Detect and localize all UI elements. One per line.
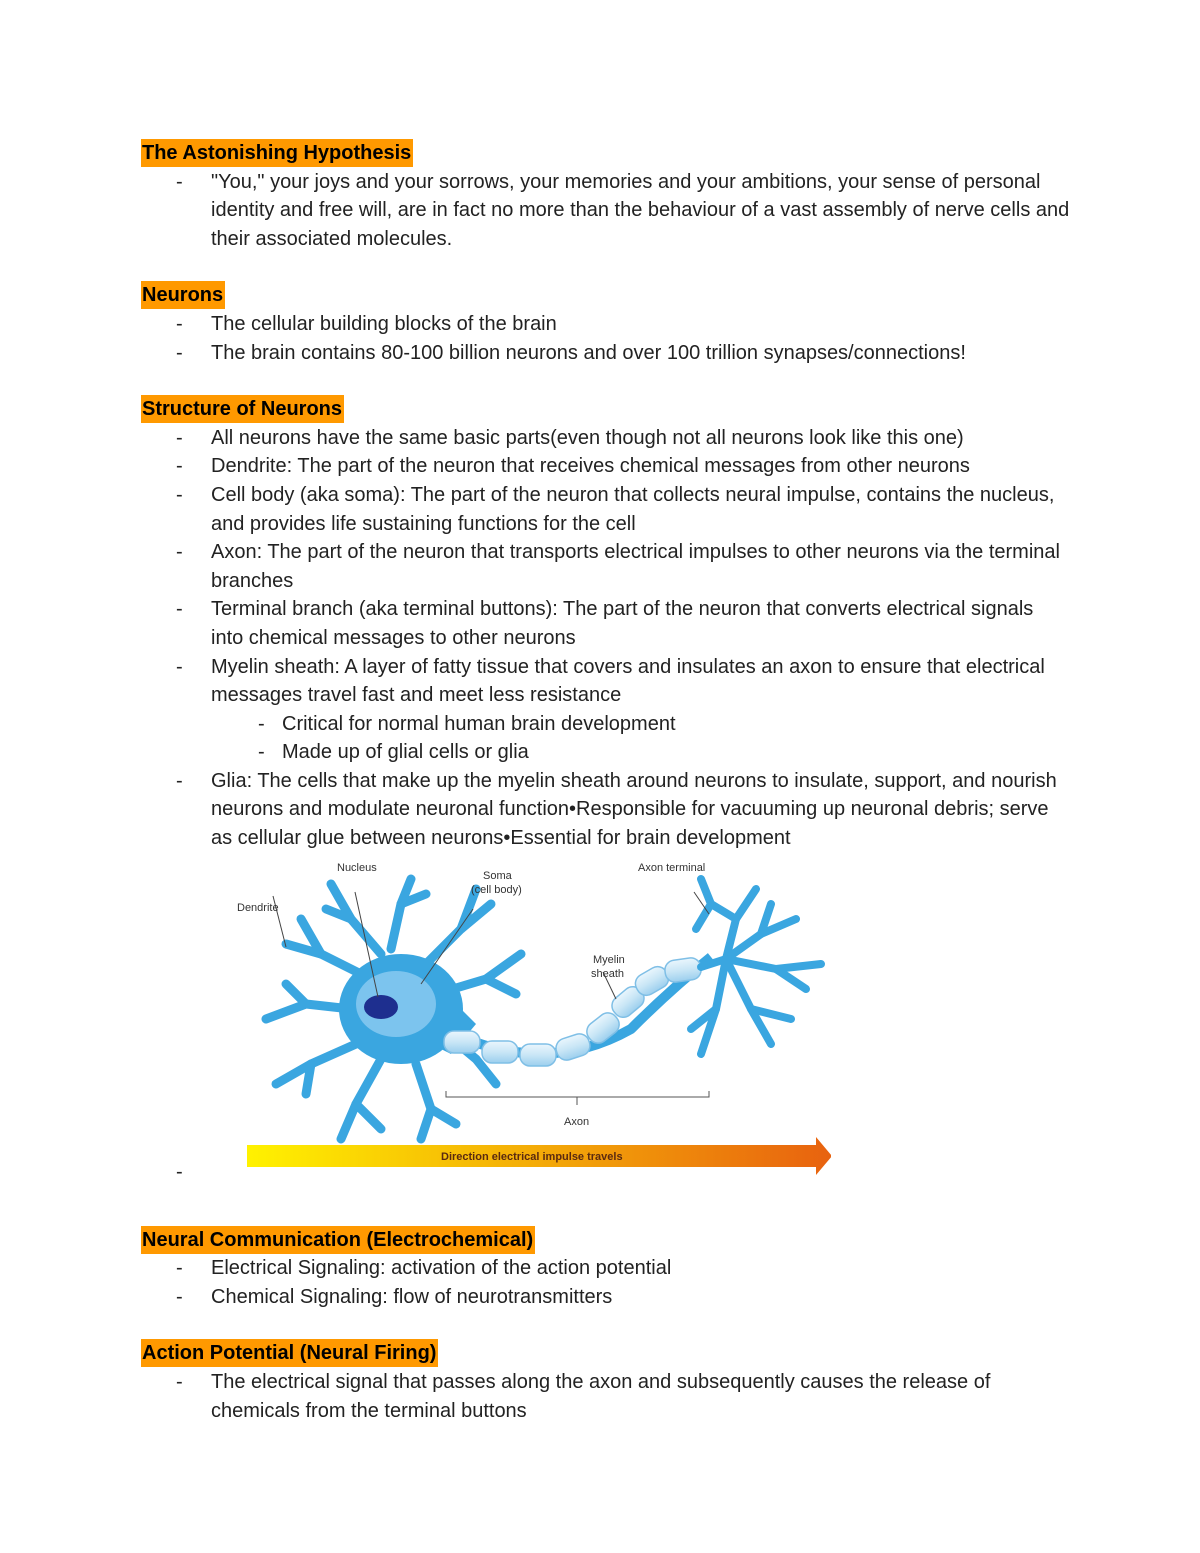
heading-hypothesis: The Astonishing Hypothesis xyxy=(141,139,413,167)
list-item xyxy=(141,339,1071,368)
communication-list xyxy=(141,1254,1071,1311)
heading-action-potential: Action Potential (Neural Firing) xyxy=(141,1339,438,1367)
label-soma: Soma xyxy=(483,869,512,882)
bullet-dash: - xyxy=(258,712,265,735)
list-item-text: Glia: The cells that make up the myelin sheath around neurons to insulate, support, and nourish neurons and modulate neuronal function•Responsible for vacuuming up neuronal debris; serve as cellular glue between neurons•Essential for brain development xyxy=(211,769,1057,850)
list-item xyxy=(141,168,1071,254)
list-item xyxy=(141,481,1071,538)
bullet-dash: - xyxy=(258,741,265,764)
bullet-dash: - xyxy=(176,1371,183,1394)
neurons-list xyxy=(141,310,1071,367)
bullet-dash: - xyxy=(176,769,183,792)
list-item-text: Myelin sheath: A layer of fatty tissue that covers and insulates an axon to ensure that electrical messages travel fast and meet less resistance xyxy=(211,655,1045,707)
list-item xyxy=(141,767,1071,853)
list-item xyxy=(141,595,1071,652)
bullet-dash: - xyxy=(176,598,183,621)
hypothesis-list xyxy=(141,168,1071,254)
bullet-dash: - xyxy=(176,1160,183,1183)
list-item-diagram xyxy=(141,853,1071,1198)
section-communication xyxy=(141,1226,1071,1312)
list-item xyxy=(141,1283,1071,1312)
sublist-item xyxy=(211,710,1071,739)
axon-terminal-branches xyxy=(691,879,821,1054)
list-item xyxy=(141,424,1071,453)
list-item xyxy=(141,653,1071,767)
bullet-dash: - xyxy=(176,1285,183,1308)
section-action-potential xyxy=(141,1339,1071,1425)
list-item-text: Electrical Signaling: activation of the action potential xyxy=(211,1257,672,1280)
list-item-text: Cell body (aka soma): The part of the neuron that collects neural impulse, contains the nucleus, and provides life sustaining functions for the cell xyxy=(211,483,1055,535)
heading-structure: Structure of Neurons xyxy=(141,395,344,423)
sublist-item xyxy=(211,738,1071,767)
list-item xyxy=(141,452,1071,481)
bullet-dash: - xyxy=(176,455,183,478)
list-item-text: Axon: The part of the neuron that transports electrical impulses to other neurons via the terminal branches xyxy=(211,541,1060,592)
section-hypothesis xyxy=(141,139,1071,253)
axon-bracket xyxy=(446,1091,709,1105)
bullet-dash: - xyxy=(176,541,183,564)
list-item xyxy=(141,1254,1071,1283)
section-neurons xyxy=(141,281,1071,367)
sublist-item-text: Critical for normal human brain development xyxy=(282,712,676,735)
bullet-dash: - xyxy=(176,655,183,678)
section-structure xyxy=(141,395,1071,1198)
bullet-dash: - xyxy=(176,426,183,449)
label-nucleus: Nucleus xyxy=(337,861,377,874)
structure-list xyxy=(141,424,1071,1198)
bullet-dash: - xyxy=(176,312,183,335)
list-item xyxy=(141,310,1071,339)
list-item-text: "You," your joys and your sorrows, your memories and your ambitions, your sense of personal identity and free will, are in fact no more than the behaviour of a vast assembly of nerve cells and their associated molecules. xyxy=(211,170,1070,250)
list-item xyxy=(141,1368,1071,1425)
myelin-segments xyxy=(444,953,702,1065)
document-page xyxy=(141,139,1071,1453)
list-item-text: The cellular building blocks of the brain xyxy=(211,312,557,335)
label-myelin: Myelin xyxy=(593,953,625,966)
heading-neurons: Neurons xyxy=(141,281,225,309)
label-axon-terminal: Axon terminal xyxy=(638,861,706,874)
bullet-dash: - xyxy=(176,1257,183,1280)
label-axon: Axon xyxy=(564,1115,590,1128)
nucleus xyxy=(364,995,398,1019)
label-soma-sub: (cell body) xyxy=(471,883,522,896)
list-item-text: All neurons have the same basic parts(even though not all neurons look like this one) xyxy=(211,426,964,449)
list-item-text: Chemical Signaling: flow of neurotransmitters xyxy=(211,1285,613,1308)
list-item-text: Terminal branch (aka terminal buttons): The part of the neuron that converts electrical signals into chemical messages to other neurons xyxy=(211,598,1034,649)
bullet-dash: - xyxy=(176,170,183,193)
list-item-text: Dendrite: The part of the neuron that receives chemical messages from other neurons xyxy=(211,455,970,478)
bullet-dash: - xyxy=(176,341,183,364)
list-item-text: The electrical signal that passes along the axon and subsequently causes the release of chemicals from the terminal buttons xyxy=(211,1371,991,1422)
list-item xyxy=(141,538,1071,595)
label-myelin-sub: sheath xyxy=(591,967,625,980)
list-item-text: The brain contains 80-100 billion neurons and over 100 trillion synapses/connections! xyxy=(211,341,966,364)
sublist-item-text: Made up of glial cells or glia xyxy=(282,741,529,764)
label-dendrite: Dendrite xyxy=(237,901,279,914)
action-potential-list xyxy=(141,1368,1071,1425)
neuron-diagram xyxy=(231,859,831,1179)
heading-communication: Neural Communication (Electrochemical) xyxy=(141,1226,535,1254)
label-direction: Direction electrical impulse travels xyxy=(441,1150,623,1163)
bullet-dash: - xyxy=(176,483,183,506)
myelin-sublist xyxy=(211,710,1071,767)
